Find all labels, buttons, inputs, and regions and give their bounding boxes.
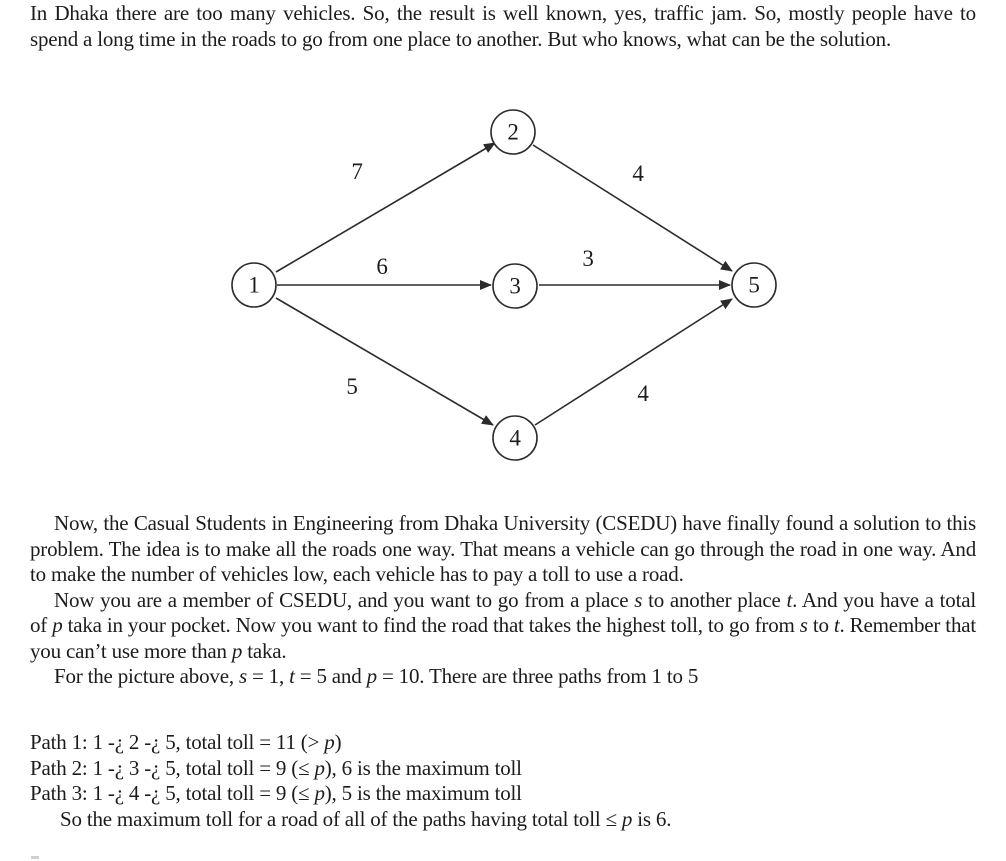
edge-1-4 bbox=[276, 298, 493, 425]
conclusion-line bbox=[30, 807, 976, 833]
example-text: = 10. There are three paths from 1 to 5 bbox=[376, 664, 699, 688]
node-1 bbox=[232, 263, 276, 307]
conclusion-text: is 6. bbox=[632, 806, 672, 831]
edge-1-2 bbox=[276, 143, 495, 272]
edge-weight-3-5: 3 bbox=[582, 246, 594, 271]
edge-weight-1-3: 6 bbox=[376, 254, 388, 279]
intro-paragraph bbox=[30, 1, 976, 52]
path-1-text: ) bbox=[334, 730, 342, 754]
member-paragraph bbox=[30, 588, 976, 665]
var-p: p bbox=[621, 806, 633, 831]
member-text: . And you have a total of bbox=[30, 587, 976, 637]
path-3-line bbox=[30, 781, 976, 807]
body-text-block bbox=[30, 511, 976, 690]
road-network-diagram bbox=[200, 95, 800, 480]
var-s: s bbox=[634, 587, 643, 612]
var-p: p bbox=[324, 730, 335, 754]
intro-text: In Dhaka there are too many vehicles. So, the result is well known, yes, traffic jam. So, mostly people have to spend a long time in the roads to go from one place to another. But who knows, what can be the solution. bbox=[30, 1, 976, 51]
member-text: taka in your pocket. Now you want to find the road that takes the highest toll, to go from bbox=[62, 613, 800, 637]
edge-weight-1-2: 7 bbox=[351, 159, 363, 184]
path-1-line bbox=[30, 730, 976, 756]
member-text: . Remember that you can’t use more than bbox=[30, 613, 976, 663]
path-2-text: Path 2: 1 -¿ 3 -¿ 5, total toll = 9 (≤ bbox=[30, 755, 315, 780]
path-2-line bbox=[30, 756, 976, 782]
path-2-text: ), 6 is the maximum toll bbox=[324, 755, 522, 780]
path-1-text: Path 1: 1 -¿ 2 -¿ 5, total toll = 11 (> bbox=[30, 730, 325, 754]
node-2-label: 2 bbox=[507, 119, 519, 145]
solution-paragraph bbox=[30, 511, 976, 588]
edge-4-5 bbox=[535, 299, 732, 425]
node-3-label: 3 bbox=[509, 273, 521, 299]
edge-weight-1-4: 5 bbox=[346, 374, 358, 399]
solution-text: Now, the Casual Students in Engineering from Dhaka University (CSEDU) have finally found a solution to this problem. The idea is to make all the roads one way. That means a vehicle can go through the road in one way. And to make the number of vehicles low, each vehicle has to pay a toll to use a road. bbox=[30, 511, 976, 586]
member-text: to bbox=[807, 613, 834, 637]
var-p: p bbox=[231, 638, 243, 663]
node-4 bbox=[493, 416, 537, 460]
member-text: taka. bbox=[242, 638, 287, 663]
node-3 bbox=[493, 264, 537, 308]
node-1-label: 1 bbox=[248, 272, 260, 298]
paths-block bbox=[30, 730, 976, 832]
conclusion-text: So the maximum toll for a road of all of the paths having total toll ≤ bbox=[60, 806, 622, 831]
example-text: = 1, bbox=[246, 664, 290, 688]
var-s: s bbox=[238, 664, 247, 688]
path-3-text: Path 3: 1 -¿ 4 -¿ 5, total toll = 9 (≤ bbox=[30, 781, 315, 805]
var-s: s bbox=[799, 613, 808, 637]
example-paragraph bbox=[30, 664, 976, 690]
var-t: t bbox=[786, 587, 793, 612]
var-t: t bbox=[289, 664, 295, 688]
intro-block bbox=[30, 1, 976, 52]
var-p: p bbox=[314, 781, 325, 805]
node-5-label: 5 bbox=[748, 272, 760, 298]
example-text: = 5 and bbox=[294, 664, 367, 688]
node-4-label: 4 bbox=[509, 425, 521, 451]
cutoff-text-fragment bbox=[31, 856, 39, 859]
var-t: t bbox=[833, 613, 840, 637]
var-p: p bbox=[52, 613, 63, 637]
var-p: p bbox=[314, 755, 325, 780]
edge-weight-4-5: 4 bbox=[637, 381, 649, 406]
member-text: to another place bbox=[642, 587, 787, 612]
example-text: For the picture above, bbox=[54, 664, 239, 688]
edge-weight-2-5: 4 bbox=[632, 161, 644, 186]
path-3-text: ), 5 is the maximum toll bbox=[324, 781, 522, 805]
member-text: Now you are a member of CSEDU, and you want to go from a place bbox=[54, 587, 635, 612]
node-2 bbox=[491, 110, 535, 154]
node-5 bbox=[732, 263, 776, 307]
var-p: p bbox=[366, 664, 377, 688]
